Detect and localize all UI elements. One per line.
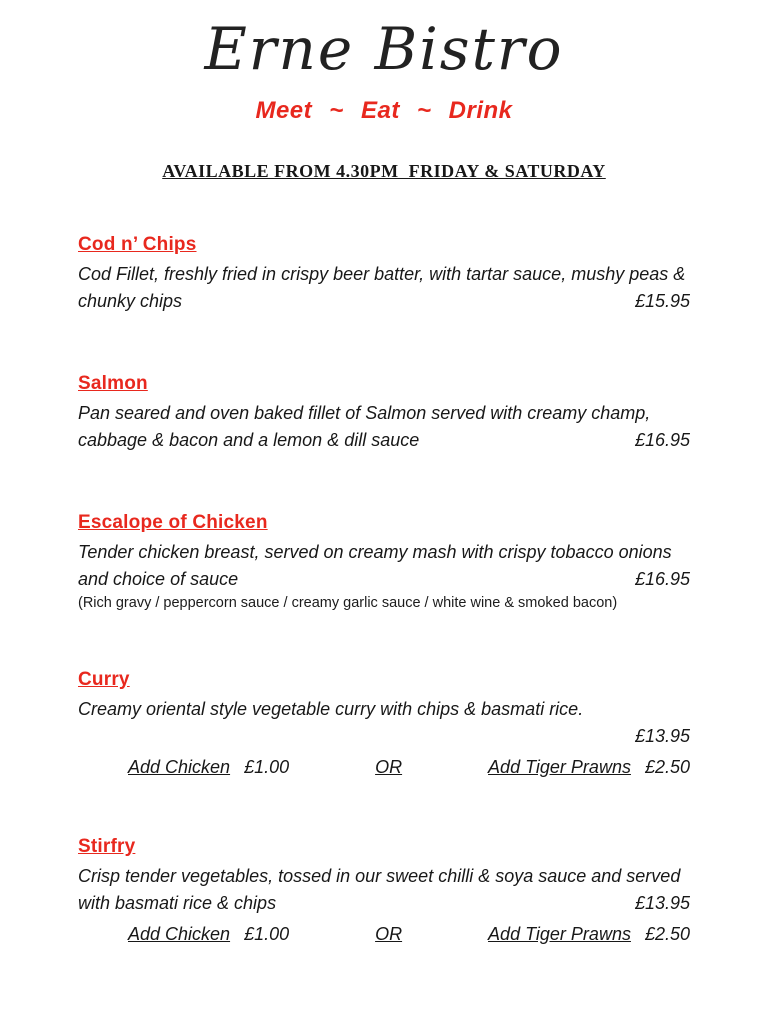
item-price: £16.95 — [634, 429, 690, 450]
addon-tiger-prawns-price: £2.50 — [644, 756, 690, 777]
item-body — [78, 696, 690, 723]
menu-item-curry — [78, 669, 690, 778]
item-body — [78, 261, 690, 315]
item-description: Cod Fillet, freshly fried in crispy beer batter, with tartar sauce, mushy peas & chunky chips — [78, 263, 686, 311]
addon-tiger-prawns — [488, 924, 690, 945]
addon-tiger-prawns-price: £2.50 — [644, 923, 690, 944]
item-name: Escalope of Chicken — [78, 511, 268, 533]
menu-item-salmon — [78, 373, 690, 454]
menu-header — [78, 16, 690, 182]
item-name: Salmon — [78, 372, 148, 394]
restaurant-title: Erne Bistro — [204, 15, 564, 83]
item-name: Stirfry — [78, 835, 136, 857]
addon-chicken-price: £1.00 — [244, 756, 290, 777]
item-price: £15.95 — [634, 290, 690, 311]
addons-row — [78, 757, 690, 778]
addon-or-separator: OR — [375, 923, 403, 944]
addon-chicken-price: £1.00 — [244, 923, 290, 944]
item-sauce-options-note: (Rich gravy / peppercorn sauce / creamy garlic sauce / white wine & smoked bacon) — [78, 594, 618, 611]
item-description: Tender chicken breast, served on creamy mash with crispy tobacco onions and choice of sauce — [78, 541, 672, 589]
menu-item-escalope-of-chicken — [78, 512, 690, 611]
item-body — [78, 863, 690, 917]
item-description: Crisp tender vegetables, tossed in our sweet chilli & soya sauce and served with basmati rice & chips — [78, 865, 681, 913]
item-price: £13.95 — [634, 892, 690, 913]
item-body — [78, 539, 690, 593]
item-description: Creamy oriental style vegetable curry with chips & basmati rice. — [78, 698, 584, 719]
availability-note: AVAILABLE FROM 4.30PM FRIDAY & SATURDAY — [162, 160, 606, 181]
addon-chicken — [128, 757, 289, 778]
item-price: £16.95 — [634, 568, 690, 589]
item-description: Pan seared and oven baked fillet of Salmon served with creamy champ, cabbage & bacon and a lemon & dill sauce — [78, 402, 651, 450]
addon-chicken-label: Add Chicken — [128, 756, 231, 777]
item-name: Curry — [78, 668, 130, 690]
addon-tiger-prawns — [488, 757, 690, 778]
addon-chicken — [128, 924, 289, 945]
menu-item-cod-n-chips — [78, 234, 690, 315]
item-name: Cod n’ Chips — [78, 233, 197, 255]
addons-row — [78, 924, 690, 945]
menu-list — [78, 234, 690, 945]
addon-chicken-label: Add Chicken — [128, 923, 231, 944]
menu-item-stirfry — [78, 836, 690, 945]
addon-tiger-prawns-label: Add Tiger Prawns — [488, 923, 631, 944]
item-body — [78, 400, 690, 454]
addon-or-separator: OR — [375, 756, 403, 777]
addon-tiger-prawns-label: Add Tiger Prawns — [488, 756, 631, 777]
tagline: Meet ~ Eat ~ Drink — [255, 96, 513, 124]
item-price: £13.95 — [634, 725, 690, 746]
